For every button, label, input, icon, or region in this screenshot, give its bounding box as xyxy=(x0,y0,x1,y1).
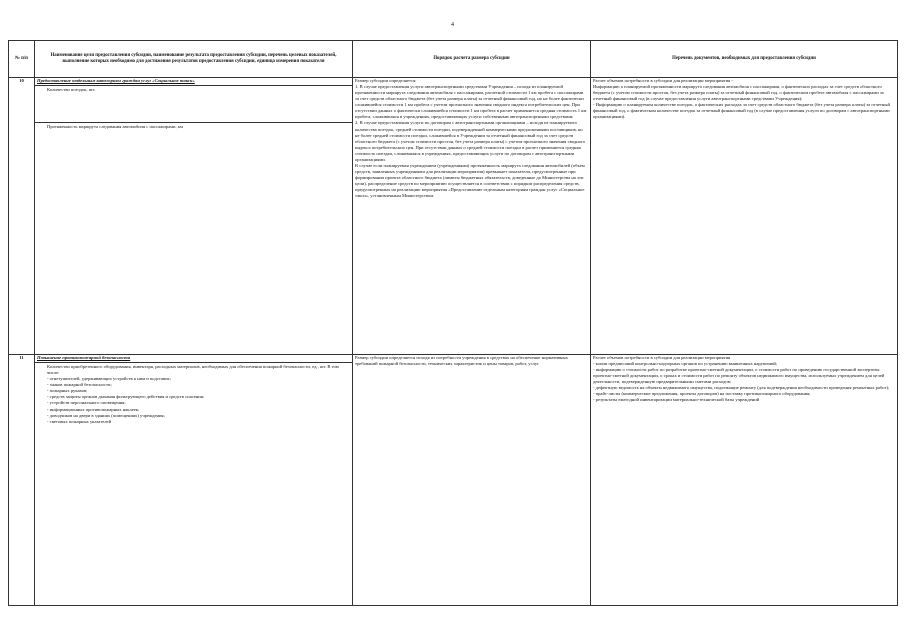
docs-paragraph: - копии предписаний контрольно-надзорных органов по устранению выявленных нарушений; xyxy=(593,361,778,367)
docs-paragraph: Расчет объемов потребности в субсидии для реализации мероприятия xyxy=(593,355,731,360)
goal-title: Повышение противопожарной безопасности xyxy=(37,355,131,360)
row-number: 10 xyxy=(9,78,35,355)
indicator-line: - знаков пожарной безопасности; xyxy=(47,382,112,388)
indicator-list xyxy=(35,362,352,426)
order-paragraph: 2. В случае предоставления услуги по договорам с автотранспортными организациями – исходя из планируемого количества поездок, средней стоимости поездки, подтвержденной коммерческими предложениями поставщиков, но не более средней стоимости поездки, сложившейся в Учреждении за отчетный финансовый год за счет средств областного бюджета (с учетом стоимости простоя, без учета размера платы) с учетом прогнозного значения сводного индекса потребительских цен. При отсутствии данных о средней стоимости поездки в расчет применяется средняя стоимость поездки, сложившаяся в учреждениях, предоставляющих услуги по договорам с автотранспортными организациями. xyxy=(355,120,586,162)
header-num: № п/п xyxy=(9,41,35,78)
order-paragraph: Размер субсидии определяется: xyxy=(355,78,417,83)
order-paragraph: Размер субсидии определяется исходя из потребности учреждения в средствах на обеспечение нормативных требований пожарной безопасности, технических характеристик и цены товаров, работ, услуг xyxy=(355,355,568,367)
indicator: Протяженность маршрута следования автомобиля с пассажирами, км xyxy=(35,122,352,131)
indicator-line: - доводчиков на двери в зданиях (помещениях) учреждения; xyxy=(47,412,165,418)
docs-paragraph: - информацию о стоимости работ по разработке проектно-сметной документации, о стоимости работ по проведению государственной экспертизы проектно-сметной документации, о сроках и стоимости работ по ремонту объектов недвижимого имущества, используемых учреждением для целей деятельности, подтвержденную предварительными сметами расходов; xyxy=(593,367,885,385)
goal-cell xyxy=(35,355,353,606)
docs-paragraph: Расчет объемов потребности в субсидии для реализации мероприятия - xyxy=(593,78,733,83)
indicator: Количество поездок, шт. xyxy=(35,85,352,94)
indicator-line: - устройств персонального оповещения; xyxy=(47,400,126,406)
docs-paragraph: - прайс-листы (коммерческие предложения, проекты договоров) на поставку противопожарного оборудования; xyxy=(593,391,811,397)
indicator-line: - огнетушителей, удерживающих устройств к ним и подставок; xyxy=(47,376,171,382)
indicator-line: - средств защиты органов дыхания фильтрующего действия и средств спасения; xyxy=(47,394,205,400)
table-row xyxy=(9,355,898,606)
indicator-line: Количество приобретенного оборудования, инвентаря, расходных материалов, необходимых для обеспечения пожарной безопасности, ед., шт. В том числе: xyxy=(47,364,339,376)
indicator-line: - информационных противопожарных наклеек; xyxy=(47,406,140,412)
order-cell xyxy=(353,78,591,355)
row-number: 11 xyxy=(9,355,35,606)
header-order: Порядок расчета размера субсидии xyxy=(353,41,591,78)
indicator-line: - световых пожарных указателей xyxy=(47,418,112,424)
page-number: 4 xyxy=(451,22,454,28)
docs-paragraph: Информацию о планируемой протяженности маршрута следования автомобиля с пассажирами, о фактических расходах за счет средств областного бюджета (с учетом стоимости простоя, без учета размера платы) за отчетный финансовый год, о фактическом пробеге автомобиля с пассажирами за отчетный финансовый год (в случае предоставления услуги автотранспортными средствами Учреждения); xyxy=(593,84,884,102)
table-header-row xyxy=(9,41,898,78)
indicator-line: - пожарных рукавов; xyxy=(47,388,88,394)
table-row xyxy=(9,78,898,355)
docs-cell xyxy=(591,78,898,355)
docs-paragraph: - Информацию о планируемом количестве поездок, о фактических расходах за счет средств областного бюджета (без учета размера платы) за отчетный финансовый год, о фактическом количестве поездок за отчетный финансовый год (в случае предоставления услуги по договорам с автотранспортными организациями). xyxy=(593,102,890,120)
order-paragraph: 1. В случае предоставления услуги автотранспортными средствами Учреждения – исходя из планируемой протяженности маршрута следования автомобиля с пассажирами, расчетной стоимости 1 км пробега с пассажирами за счет средств областного бюджета (без учета размера платы) за отчетный финансовый год, но не более фактически сложившейся стоимости 1 км пробега с учетом прогнозного значения сводного индекса потребительских цен. При отсутствии данных о фактически сложившейся стоимости 1 км пробега в расчет применяется средняя стоимость 1 км пробега, сложившаяся в учреждениях, предоставляющих услуги собственным автотранспортными средствами; xyxy=(355,84,587,120)
docs-paragraph: - дефектную ведомость на объекты недвижимого имущества, подлежащие ремонту (для подтверждения необходимости проведения ремонтных работ); xyxy=(593,385,890,391)
header-name: Наименование цели предоставления субсидии, наименование результата предоставления субсидии, перечень целевых показателей, выполнение которых необходимо для достижения результатов предоставления субсидии, единица измерения показателя xyxy=(35,41,353,78)
subsidy-table xyxy=(8,40,898,606)
docs-paragraph: - результаты ежегодной инвентаризации материально-технической базы учреждений xyxy=(593,397,760,403)
order-cell xyxy=(353,355,591,606)
docs-cell xyxy=(591,355,898,606)
goal-title: Предоставление отдельным категориям граждан услуг «Социальное такси» xyxy=(37,78,195,83)
order-paragraph: В случае если планируемая учреждением (учреждениями) протяженность маршрута следования автомобилей (объем средств, заявленных учреждениями для реализации мероприятия) превышает показатели, предусмотренные при формировании проекта областного бюджета (лимиты бюджетных обязательств, доведенные до Министерства на эти цели), распределение средств по мероприятию осуществляется в соответствии с порядком распределения средств, предусмотренных на реализацию мероприятия «Предоставление отдельным категориям граждан услуг «Социальное такси», установленным Министерством. xyxy=(355,162,585,199)
header-docs: Перечень документов, необходимых для предоставления субсидии xyxy=(591,41,898,78)
goal-cell xyxy=(35,78,353,355)
